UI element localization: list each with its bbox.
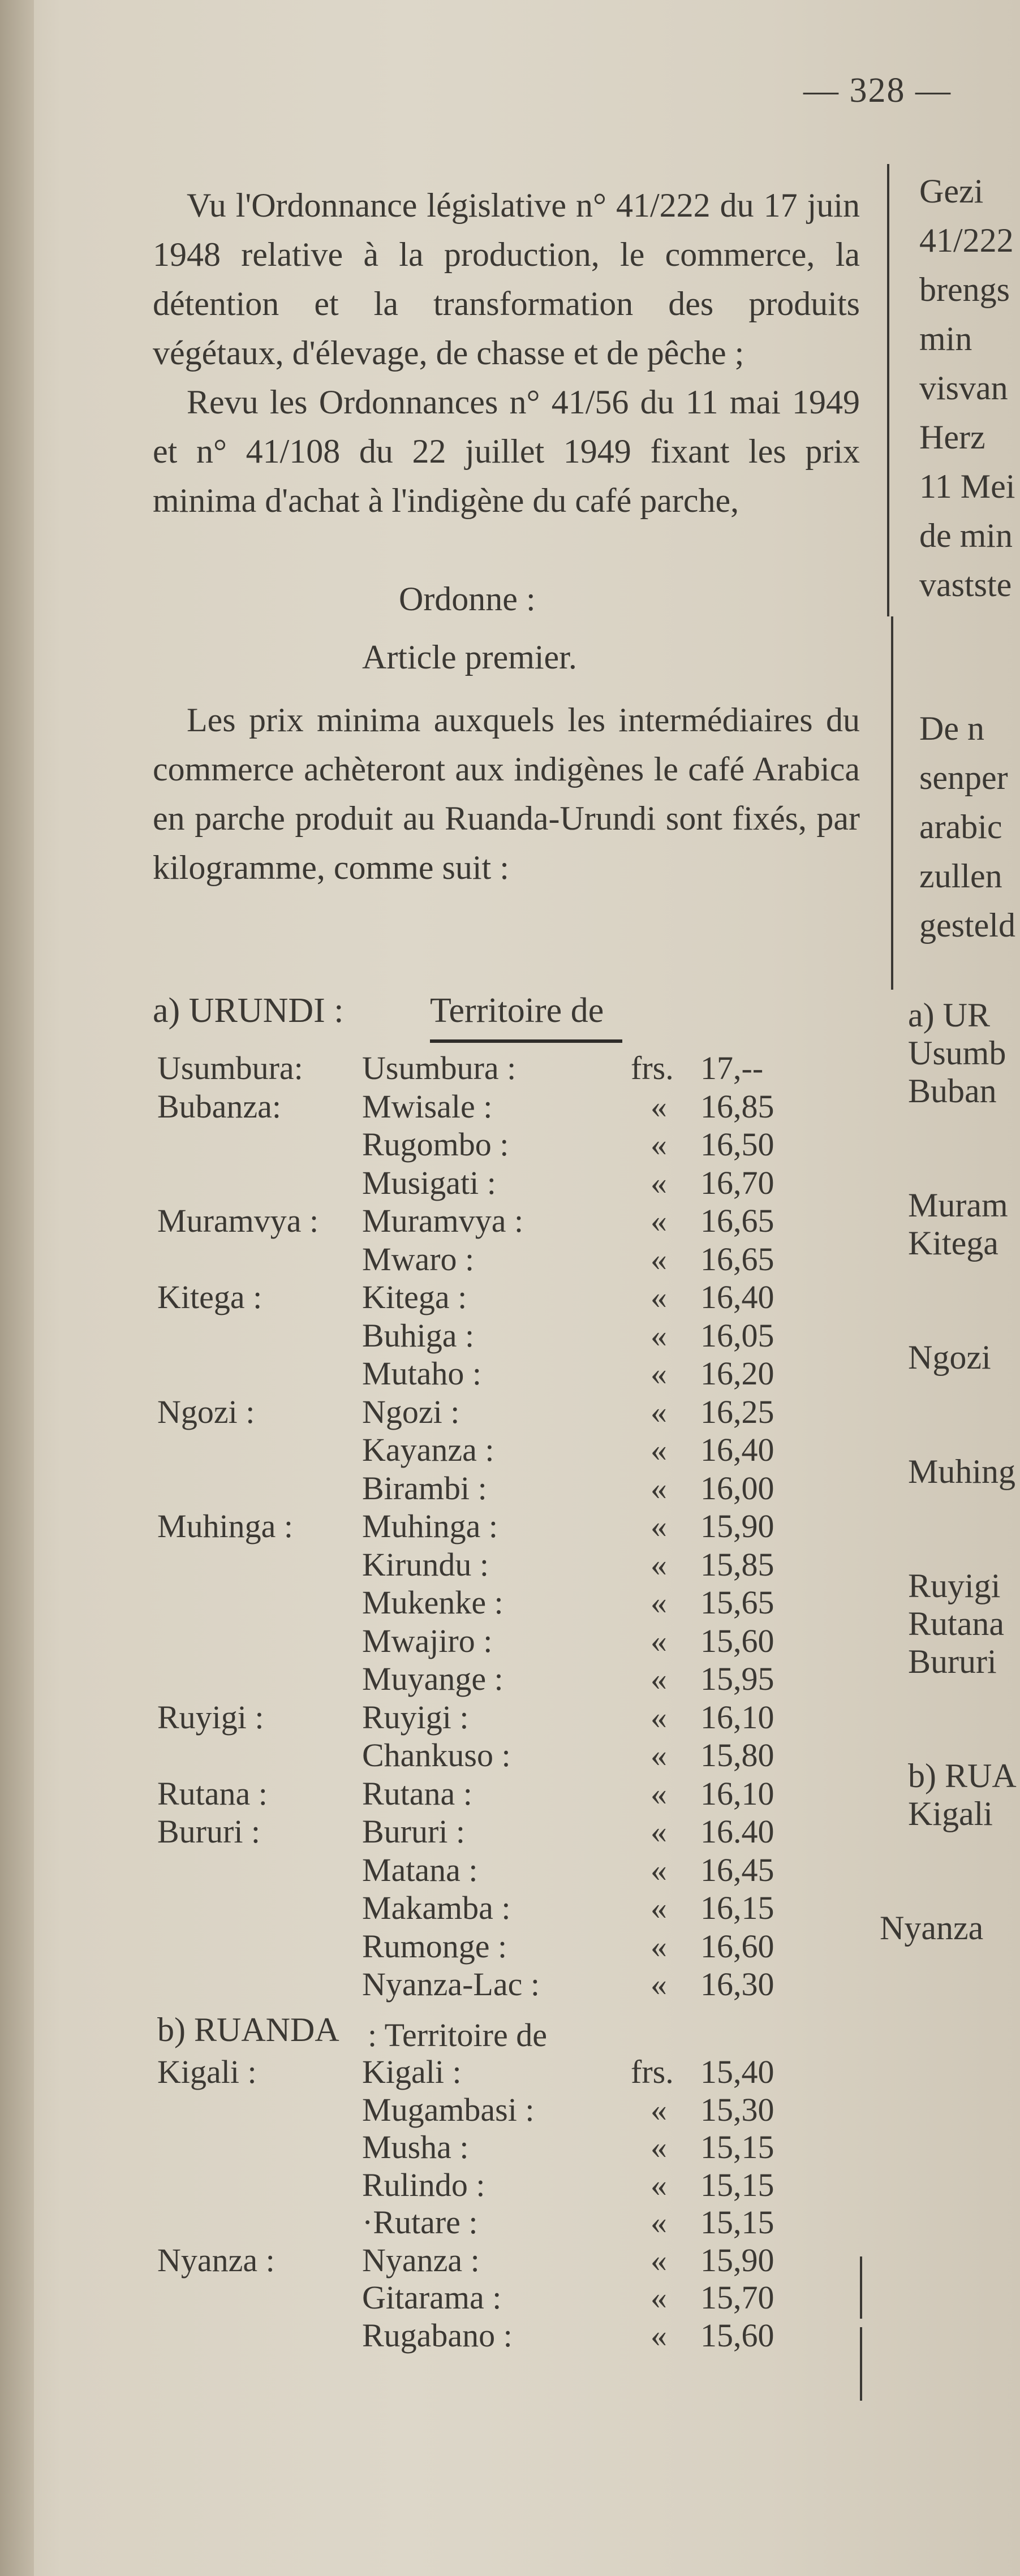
price-value: 16,40 bbox=[700, 1431, 774, 1468]
preamble-paragraph-2: Revu les Ordonnances n° 41/56 du 11 mai 1949 et n° 41/108 du 22 juillet 1949 fixant les prix minima d'achat à l'indigène du café parche, bbox=[153, 383, 860, 519]
column-divider-mid bbox=[891, 616, 893, 990]
ditto-mark: « bbox=[651, 1393, 667, 1430]
ditto-mark: « bbox=[651, 1431, 667, 1468]
ditto-mark: « bbox=[651, 2241, 667, 2279]
district-label: Kigali : bbox=[157, 2053, 257, 2090]
facing-page-text-line: 41/222 bbox=[919, 222, 1014, 259]
facing-page-table-line: Usumb bbox=[908, 1034, 1006, 1072]
ditto-mark: « bbox=[651, 1240, 667, 1278]
facing-page-text-line: senper bbox=[919, 759, 1008, 796]
article-body bbox=[153, 696, 860, 892]
price-value: 15,65 bbox=[700, 1584, 774, 1621]
ditto-mark: « bbox=[651, 2166, 667, 2203]
price-value: 15,15 bbox=[700, 2204, 774, 2241]
price-value: 16,65 bbox=[700, 1202, 774, 1239]
ditto-mark: « bbox=[651, 1317, 667, 1354]
territory-label: Rulindo : bbox=[362, 2166, 485, 2203]
territory-label: Bururi : bbox=[362, 1813, 466, 1850]
price-value: 15,15 bbox=[700, 2166, 774, 2203]
section-b-label: b) RUANDA bbox=[157, 2011, 339, 2048]
ditto-mark: « bbox=[651, 1469, 667, 1507]
price-value: 16,45 bbox=[700, 1851, 774, 1888]
facing-page-table-line: Ngozi bbox=[908, 1339, 991, 1376]
right-table-bracket-2 bbox=[860, 2327, 862, 2401]
price-value: 16,30 bbox=[700, 1966, 774, 2003]
territoire-underline bbox=[430, 1039, 622, 1043]
book-spine-shadow bbox=[0, 0, 34, 2576]
district-label: Nyanza : bbox=[157, 2241, 275, 2279]
territory-label: Mutaho : bbox=[362, 1355, 482, 1392]
price-value: 15,95 bbox=[700, 1660, 774, 1697]
territory-label: Nyanza : bbox=[362, 2241, 480, 2279]
territory-label: Buhiga : bbox=[362, 1317, 475, 1354]
facing-page-table-line: Muhing bbox=[908, 1453, 1016, 1490]
price-value: 15,90 bbox=[700, 2241, 774, 2279]
price-value: 15,60 bbox=[700, 1622, 774, 1659]
price-value: 16,70 bbox=[700, 1164, 774, 1201]
price-value: 16,10 bbox=[700, 1698, 774, 1736]
price-value: 16,15 bbox=[700, 1889, 774, 1926]
price-value: 15,85 bbox=[700, 1546, 774, 1583]
article-paragraph: Les prix minima auxquels les intermédiaires du commerce achèteront aux indigènes le café Arabica en parche produit au Ruanda-Urundi sont fixés, par kilogramme, comme suit : bbox=[153, 701, 860, 886]
facing-page-table-line: Rutana bbox=[908, 1605, 1004, 1642]
territory-label: Kitega : bbox=[362, 1279, 467, 1315]
facing-page-text-line: arabic bbox=[919, 808, 1002, 845]
ditto-mark: « bbox=[651, 2279, 667, 2316]
territory-label: Rutana : bbox=[362, 1775, 472, 1812]
ditto-mark: « bbox=[651, 1279, 667, 1315]
facing-page-text-line: Gezi bbox=[919, 172, 984, 210]
price-value: 16,00 bbox=[700, 1469, 774, 1507]
facing-page-text-line: zullen bbox=[919, 857, 1002, 895]
territory-label: ·Rutare : bbox=[362, 2204, 478, 2241]
ditto-mark: « bbox=[651, 1851, 667, 1888]
ditto-mark: « bbox=[651, 1164, 667, 1201]
price-value: 15,80 bbox=[700, 1737, 774, 1774]
territory-label: Kayanza : bbox=[362, 1431, 494, 1468]
district-label: Usumbura: bbox=[157, 1050, 303, 1086]
ditto-mark: « bbox=[651, 1775, 667, 1812]
ditto-mark: « bbox=[651, 1202, 667, 1239]
facing-page-text-line: de min bbox=[919, 517, 1013, 554]
territory-label: Rumonge : bbox=[362, 1927, 507, 1965]
price-value: 15,15 bbox=[700, 2129, 774, 2165]
facing-column-top bbox=[919, 167, 1015, 610]
district-label: Muramvya : bbox=[157, 1202, 319, 1239]
price-value: 16,50 bbox=[700, 1126, 774, 1163]
territory-label: Birambi : bbox=[362, 1469, 487, 1507]
preamble-paragraph-1: Vu l'Ordonnance législative n° 41/222 du 17 juin 1948 relative à la production, le commerce, la détention et la transformation des produits végétaux, d'élevage, de chasse et de pêche ; bbox=[153, 187, 860, 372]
ditto-mark: « bbox=[651, 1622, 667, 1659]
facing-column-middle bbox=[919, 704, 1015, 950]
territory-label: Nyanza-Lac : bbox=[362, 1966, 540, 2003]
facing-page-table-line: Kitega bbox=[908, 1224, 999, 1262]
district-label: Rutana : bbox=[157, 1775, 268, 1812]
territory-label: Ruyigi : bbox=[362, 1698, 469, 1736]
price-value: 16,10 bbox=[700, 1775, 774, 1812]
territory-label: Ngozi : bbox=[362, 1393, 460, 1430]
territory-label: Kigali : bbox=[362, 2053, 462, 2090]
territory-label: Kirundu : bbox=[362, 1546, 489, 1583]
price-value: 15,40 bbox=[700, 2053, 774, 2090]
territory-label: Mugambasi : bbox=[362, 2091, 535, 2128]
territory-label: Muhinga : bbox=[362, 1508, 498, 1544]
territory-label: Makamba : bbox=[362, 1889, 511, 1926]
territory-label: Musigati : bbox=[362, 1164, 496, 1201]
district-label: Kitega : bbox=[157, 1279, 262, 1315]
facing-page-text-line: Herz bbox=[919, 418, 985, 456]
district-label: Bururi : bbox=[157, 1813, 261, 1850]
ditto-mark: « bbox=[651, 1813, 667, 1850]
ditto-mark: « bbox=[651, 1355, 667, 1392]
price-value: 16,40 bbox=[700, 1279, 774, 1315]
ditto-mark: « bbox=[651, 1927, 667, 1965]
territory-label: Muyange : bbox=[362, 1660, 503, 1697]
territory-label: Usumbura : bbox=[362, 1050, 517, 1086]
district-label: Bubanza: bbox=[157, 1088, 282, 1125]
facing-page-text-line: De n bbox=[919, 710, 984, 747]
facing-page-table-line: Bururi bbox=[908, 1643, 997, 1680]
district-label: Ruyigi : bbox=[157, 1698, 264, 1736]
facing-page-table-line: a) UR bbox=[908, 996, 990, 1034]
facing-page-text-line: vastste bbox=[919, 566, 1012, 603]
territory-label: Rugombo : bbox=[362, 1126, 509, 1163]
facing-page-text-line: brengs bbox=[919, 271, 1010, 308]
facing-page-table-line: Nyanza bbox=[880, 1909, 984, 1947]
price-value: 15,30 bbox=[700, 2091, 774, 2128]
price-value: 16,05 bbox=[700, 1317, 774, 1354]
price-value: 16,60 bbox=[700, 1927, 774, 1965]
territory-label: Mwaro : bbox=[362, 1240, 475, 1278]
ditto-mark: « bbox=[651, 1546, 667, 1583]
preamble-text bbox=[153, 181, 860, 525]
district-label: Muhinga : bbox=[157, 1508, 294, 1544]
ditto-mark: « bbox=[651, 2129, 667, 2165]
ditto-mark: « bbox=[651, 1508, 667, 1544]
column-divider-top bbox=[887, 164, 889, 616]
currency-label: frs. bbox=[631, 1050, 674, 1086]
territory-label: Matana : bbox=[362, 1851, 478, 1888]
price-value: 16,25 bbox=[700, 1393, 774, 1430]
ditto-mark: « bbox=[651, 1698, 667, 1736]
facing-page-text-line: min bbox=[919, 320, 972, 357]
right-table-bracket-1 bbox=[860, 2256, 862, 2319]
ditto-mark: « bbox=[651, 1966, 667, 2003]
price-value: 15,60 bbox=[700, 2316, 774, 2354]
price-value: 15,90 bbox=[700, 1508, 774, 1544]
territory-label: Mwajiro : bbox=[362, 1622, 493, 1659]
ditto-mark: « bbox=[651, 1889, 667, 1926]
ditto-mark: « bbox=[651, 1088, 667, 1125]
ditto-mark: « bbox=[651, 2091, 667, 2128]
price-value: 16,65 bbox=[700, 1240, 774, 1278]
facing-page-text-line: visvan bbox=[919, 369, 1008, 407]
facing-page-table-line: Kigali bbox=[908, 1795, 993, 1832]
district-label: Ngozi : bbox=[157, 1393, 255, 1430]
price-value: 15,70 bbox=[700, 2279, 774, 2316]
territory-label: Gitarama : bbox=[362, 2279, 502, 2316]
territory-label: Chankuso : bbox=[362, 1737, 511, 1774]
price-value: 16.40 bbox=[700, 1813, 774, 1850]
ditto-mark: « bbox=[651, 2204, 667, 2241]
article-title: Article premier. bbox=[362, 638, 577, 676]
facing-page-text-line: gesteld bbox=[919, 907, 1015, 944]
territory-label: Rugabano : bbox=[362, 2316, 513, 2354]
section-a-territoire: Territoire de bbox=[430, 991, 604, 1030]
facing-page-table-line: Ruyigi bbox=[908, 1567, 1001, 1604]
ditto-mark: « bbox=[651, 1584, 667, 1621]
ditto-mark: « bbox=[651, 1126, 667, 1163]
facing-page-table-line: Buban bbox=[908, 1072, 997, 1110]
ditto-mark: « bbox=[651, 1737, 667, 1774]
facing-page-table-line: Muram bbox=[908, 1186, 1008, 1224]
territory-label: Muramvya : bbox=[362, 1202, 524, 1239]
ditto-mark: « bbox=[651, 1660, 667, 1697]
ditto-mark: « bbox=[651, 2316, 667, 2354]
price-value: 16,85 bbox=[700, 1088, 774, 1125]
ordonne-heading: Ordonne : bbox=[399, 580, 536, 618]
territory-label: Mwisale : bbox=[362, 1088, 493, 1125]
price-value: 17,-- bbox=[700, 1050, 764, 1086]
price-value: 16,20 bbox=[700, 1355, 774, 1392]
facing-page-table-line: b) RUA bbox=[908, 1757, 1017, 1794]
territory-label: Mukenke : bbox=[362, 1584, 503, 1621]
territory-label: Musha : bbox=[362, 2129, 469, 2165]
page-number: — 328 — bbox=[803, 71, 952, 110]
currency-label: frs. bbox=[631, 2053, 674, 2090]
facing-page-text-line: 11 Mei bbox=[919, 468, 1015, 505]
section-a-label: a) URUNDI : bbox=[153, 991, 344, 1030]
section-b-territoire: : Territoire de bbox=[368, 2017, 547, 2053]
